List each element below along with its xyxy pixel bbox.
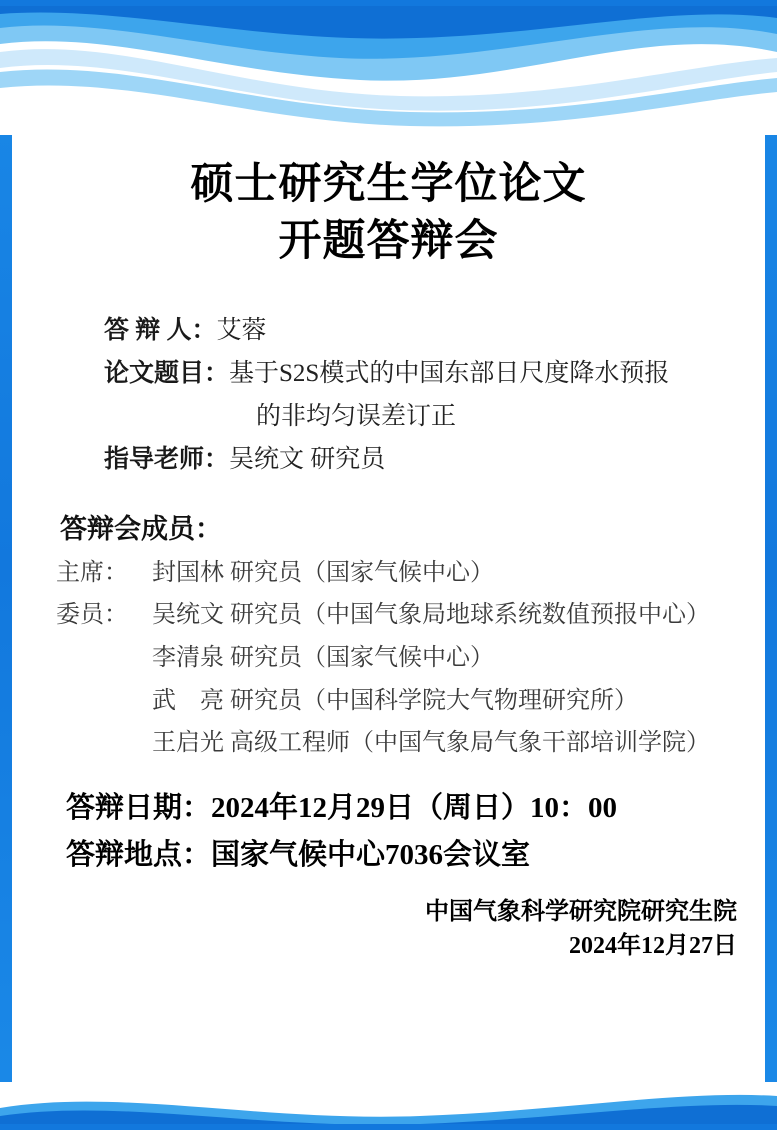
committee-heading: 答辩会成员： — [60, 513, 222, 544]
committee-members-label: 委员： — [56, 602, 128, 629]
committee-member-row — [56, 637, 765, 680]
issuing-organization: 中国气象科学研究院研究生院 — [425, 899, 737, 926]
thesis-value-line2: 的非均匀误差订正 — [256, 402, 457, 430]
poster-content — [12, 135, 765, 1082]
committee-list — [12, 552, 765, 766]
thesis-value-line1: 基于S2S模式的中国东部日尺度降水预报 — [229, 359, 670, 387]
defense-date-label: 答辩日期： — [66, 792, 212, 825]
left-border — [0, 0, 12, 1130]
defender-row — [104, 309, 745, 352]
committee-member-row — [56, 680, 765, 723]
info-block — [12, 309, 765, 481]
defense-date-value: 2024年12月29日（周日）10：00 — [211, 792, 618, 825]
committee-chair-value: 封国林 研究员（国家气候中心） — [152, 559, 494, 586]
committee-member-3: 王启光 高级工程师（中国气象局气象干部培训学院） — [152, 730, 710, 757]
header-decoration — [0, 0, 777, 135]
page-title-line1: 硕士研究生学位论文 — [190, 161, 587, 208]
thesis-row — [104, 352, 745, 395]
issue-date: 2024年12月27日 — [569, 933, 737, 960]
defense-date-row — [12, 785, 765, 832]
committee-member-0: 吴统文 研究员（中国气象局地球系统数值预报中心） — [152, 602, 710, 629]
committee-member-row — [56, 594, 765, 637]
thesis-label: 论文题目： — [104, 359, 230, 387]
defense-place-value: 国家气候中心7036会议室 — [211, 839, 531, 872]
advisor-value: 吴统文 研究员 — [229, 445, 386, 473]
advisor-label: 指导老师： — [104, 445, 230, 473]
committee-member-1: 李清泉 研究员（国家气候中心） — [152, 644, 494, 671]
footer-decoration — [0, 1082, 777, 1130]
committee-member-2: 武 亮 研究员（中国科学院大气物理研究所） — [152, 687, 638, 714]
page-title-line2: 开题答辩会 — [278, 217, 499, 265]
defense-place-row — [12, 832, 765, 879]
defender-value: 艾蓉 — [216, 316, 267, 344]
committee-chair-label: 主席： — [56, 559, 128, 586]
defender-label: 答 辩 人： — [104, 316, 217, 344]
advisor-row — [104, 438, 745, 481]
right-border — [765, 0, 777, 1130]
committee-member-row — [56, 722, 765, 765]
defense-place-label: 答辩地点： — [66, 839, 212, 872]
committee-chair-row — [56, 552, 765, 595]
